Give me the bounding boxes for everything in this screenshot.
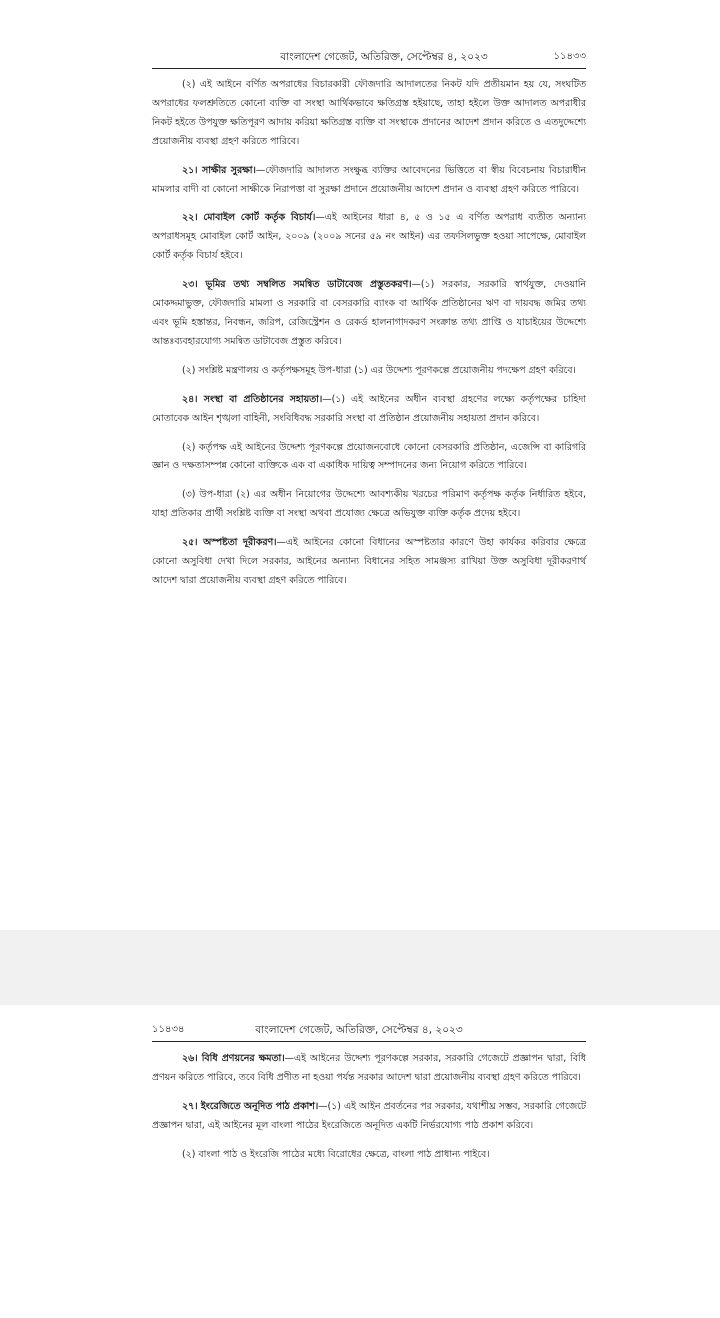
paragraph-27-2 (152, 1146, 586, 1165)
paragraph-text: (২) এই আইনে বর্ণিত অপরাধের বিচারকারী ফৌজদারি আদালতের নিকট যদি প্রতীয়মান হয় যে, সংঘটিত অপরাধের ফলশ্রুতিতে কোনো ব্যক্তি বা সংস্থা আর্থিকভাবে ক্ষতিগ্রস্ত হইয়াছে, তাহা হইলে উক্ত আদালত অপরাধীর নিকট হইতে উপযুক্ত ক্ষতিপূরণ আদায় করিয়া ক্ষতিগ্রস্ত ব্যক্তি বা সংস্থাকে প্রদানের আদেশ প্রদান করিতে ও এতদুদ্দেশ্যে প্রয়োজনীয় ব্যবস্থা গ্রহণ করিতে পারিবে। (152, 79, 586, 147)
page-body (152, 76, 586, 601)
paragraph-text: (২) কর্তৃপক্ষ এই আইনের উদ্দেশ্য পূরণকল্পে প্রয়োজনবোধে কোনো বেসরকারি প্রতিষ্ঠান, এজেন্সি বা কারিগরি জ্ঞান ও দক্ষতাসম্পন্ন কোনো ব্যক্তিকে এক বা একাধিক দায়িত্ব সম্পাদনের জন্য নিয়োগ করিতে পারিবে। (152, 441, 586, 472)
page-body (152, 1050, 586, 1175)
section-heading: ২৪। সংস্থা বা প্রতিষ্ঠানের সহায়তা। (182, 393, 323, 405)
paragraph-text: (২) সংশ্লিষ্ট মন্ত্রণালয় ও কর্তৃপক্ষসমূহ উপ-ধারা (১) এর উদ্দেশ্য পূরণকল্পে প্রয়োজনীয় পদক্ষেপ গ্রহণ করিবে। (182, 364, 576, 376)
page-header (152, 48, 586, 66)
section-21 (152, 162, 586, 200)
paragraph-text: —এই আইনের ধারা ৪, ৫ ও ১৫ এ বর্ণিত অপরাধ ব্যতীত অন্যান্য অপরাধসমূহ মোবাইল কোর্ট আইন, ২০০৯ (২০০৯ সনের ৫৯ নং আইন) এর তফসিলভুক্ত হওয়া সাপেক্ষে, মোবাইল কোর্ট কর্তৃক বিচার্য হইবে। (152, 212, 586, 262)
page-number: ১১৪৩৪ (152, 1024, 185, 1035)
paragraph-23-2 (152, 362, 586, 381)
paragraph-text: (২) বাংলা পাঠ ও ইংরেজি পাঠের মধ্যে বিরোধের ক্ষেত্রে, বাংলা পাঠ প্রাধান্য পাইবে। (182, 1148, 490, 1160)
paragraph-text: (৩) উপ-ধারা (২) এর অধীন নিয়োগের উদ্দেশ্যে আবশ্যকীয় খরচের পরিমাণ কর্তৃপক্ষ কর্তৃক নির্ধারিত হইবে, যাহা প্রতিকার প্রার্থী সংশ্লিষ্ট ব্যক্তি বা সংস্থা অথবা প্রযোজ্য ক্ষেত্রে অভিযুক্ত ব্যক্তি কর্তৃক প্রদেয় হইবে। (152, 489, 586, 520)
gazette-title: বাংলাদেশ গেজেট, অতিরিক্ত, সেপ্টেম্বর ৪, ২০২৩ (280, 51, 488, 63)
paragraph-text: —এই আইনের উদ্দেশ্য পূরণকল্পে সরকার, সরকারি গেজেটে প্রজ্ঞাপন দ্বারা, বিধি প্রণয়ন করিতে পারিবে, তবে বিধি প্রণীত না হওয়া পর্যন্ত সরকার আদেশ দ্বারা প্রয়োজনীয় ব্যবস্থা গ্রহণ করিতে পারিবে। (152, 1053, 586, 1083)
header-rule (152, 1041, 586, 1042)
paragraph-text: —(১) এই আইন প্রবর্তনের পর সরকার, যথাশীঘ্র সম্ভব, সরকারি গেজেটে প্রজ্ঞাপন দ্বারা, এই আইনের মূল বাংলা পাঠের ইংরেজিতে অনূদিত একটি নির্ভরযোগ্য পাঠ প্রকাশ করিবে। (152, 1100, 586, 1131)
page-number: ১১৪৩৩ (553, 51, 586, 62)
paragraph-24-3 (152, 486, 586, 524)
section-23 (152, 276, 586, 352)
section-27 (152, 1098, 586, 1136)
paragraph-20-2 (152, 76, 586, 152)
section-heading: ২৭। ইংরেজিতে অনূদিত পাঠ প্রকাশ। (182, 1100, 319, 1112)
section-24 (152, 391, 586, 429)
paragraph-text: —এই আইনের কোনো বিধানের অস্পষ্টতার কারণে উহা কার্যকর করিবার ক্ষেত্রে কোনো অসুবিধা দেখা দিলে সরকার, আইনের অন্যান্য বিধানের সহিত সামঞ্জস্য রাখিয়া উক্ত অসুবিধা দূরীকরণার্থ আদেশ দ্বারা প্রয়োজনীয় ব্যবস্থা গ্রহণ করিতে পারিবে। (152, 537, 586, 586)
section-22 (152, 209, 586, 266)
section-heading: ২৩। ভূমির তথ্য সম্বলিত সমন্বিত ডাটাবেজ প্রস্তুতকরণ। (182, 279, 412, 291)
gazette-title: বাংলাদেশ গেজেট, অতিরিক্ত, সেপ্টেম্বর ৪, ২০২৩ (255, 1024, 463, 1036)
section-26 (152, 1050, 586, 1088)
section-heading: ২৬। বিধি প্রণয়নের ক্ষমতা। (182, 1053, 285, 1064)
page-header (152, 1021, 586, 1039)
section-25 (152, 534, 586, 591)
paragraph-text: —(১) সরকার, সরকারি স্বার্থযুক্ত, দেওয়ানি মোকদ্দমাভুক্ত, ফৌজদারি মামলা ও সরকারি বা বেসরকারি ব্যাংক বা আর্থিক প্রতিষ্ঠানের ঋণ বা দায়বদ্ধ জমির তথ্য এবং ভূমি হস্তান্তর, নিবন্ধন, জরিপ, রেজিস্ট্রেশন ও রেকর্ড হালনাগাদকরণ সংক্রান্ত তথ্য প্রাপ্তি ও যাচাইয়ের উদ্দেশ্যে আন্তঃব্যবহারযোগ্য সমন্বিত ডাটাবেজ প্রস্তুত করিবে। (152, 279, 586, 347)
section-heading: ২১। সাক্ষীর সুরক্ষা। (182, 164, 256, 176)
header-rule (152, 68, 586, 69)
paragraph-text: —ফৌজদারি আদালত সংক্ষুব্ধ ব্যক্তির আবেদনের ভিত্তিতে বা স্বীয় বিবেচনায় বিচারাধীন মামলার বাদী বা কোনো সাক্ষীকে নিরাপত্তা বা সুরক্ষা প্রদানে প্রয়োজনীয় আদেশ প্রদান ও ব্যবস্থা গ্রহণ করিতে পারিবে। (152, 164, 587, 195)
section-heading: ২২। মোবাইল কোর্ট কর্তৃক বিচার্য। (182, 212, 316, 224)
section-heading: ২৫। অস্পষ্টতা দূরীকরণ। (182, 537, 277, 549)
gazette-page-11434 (0, 1005, 720, 1318)
paragraph-text: —(১) এই আইনের অধীন ব্যবস্থা গ্রহণের লক্ষ্যে কর্তৃপক্ষের চাহিদা মোতাবেক আইন শৃঙ্খলা বাহিনী, সংবিধিবদ্ধ সরকারি সংস্থা বা প্রতিষ্ঠান প্রয়োজনীয় সহায়তা প্রদান করিবে। (152, 393, 586, 424)
page-separator (0, 930, 720, 1005)
paragraph-24-2 (152, 439, 586, 477)
